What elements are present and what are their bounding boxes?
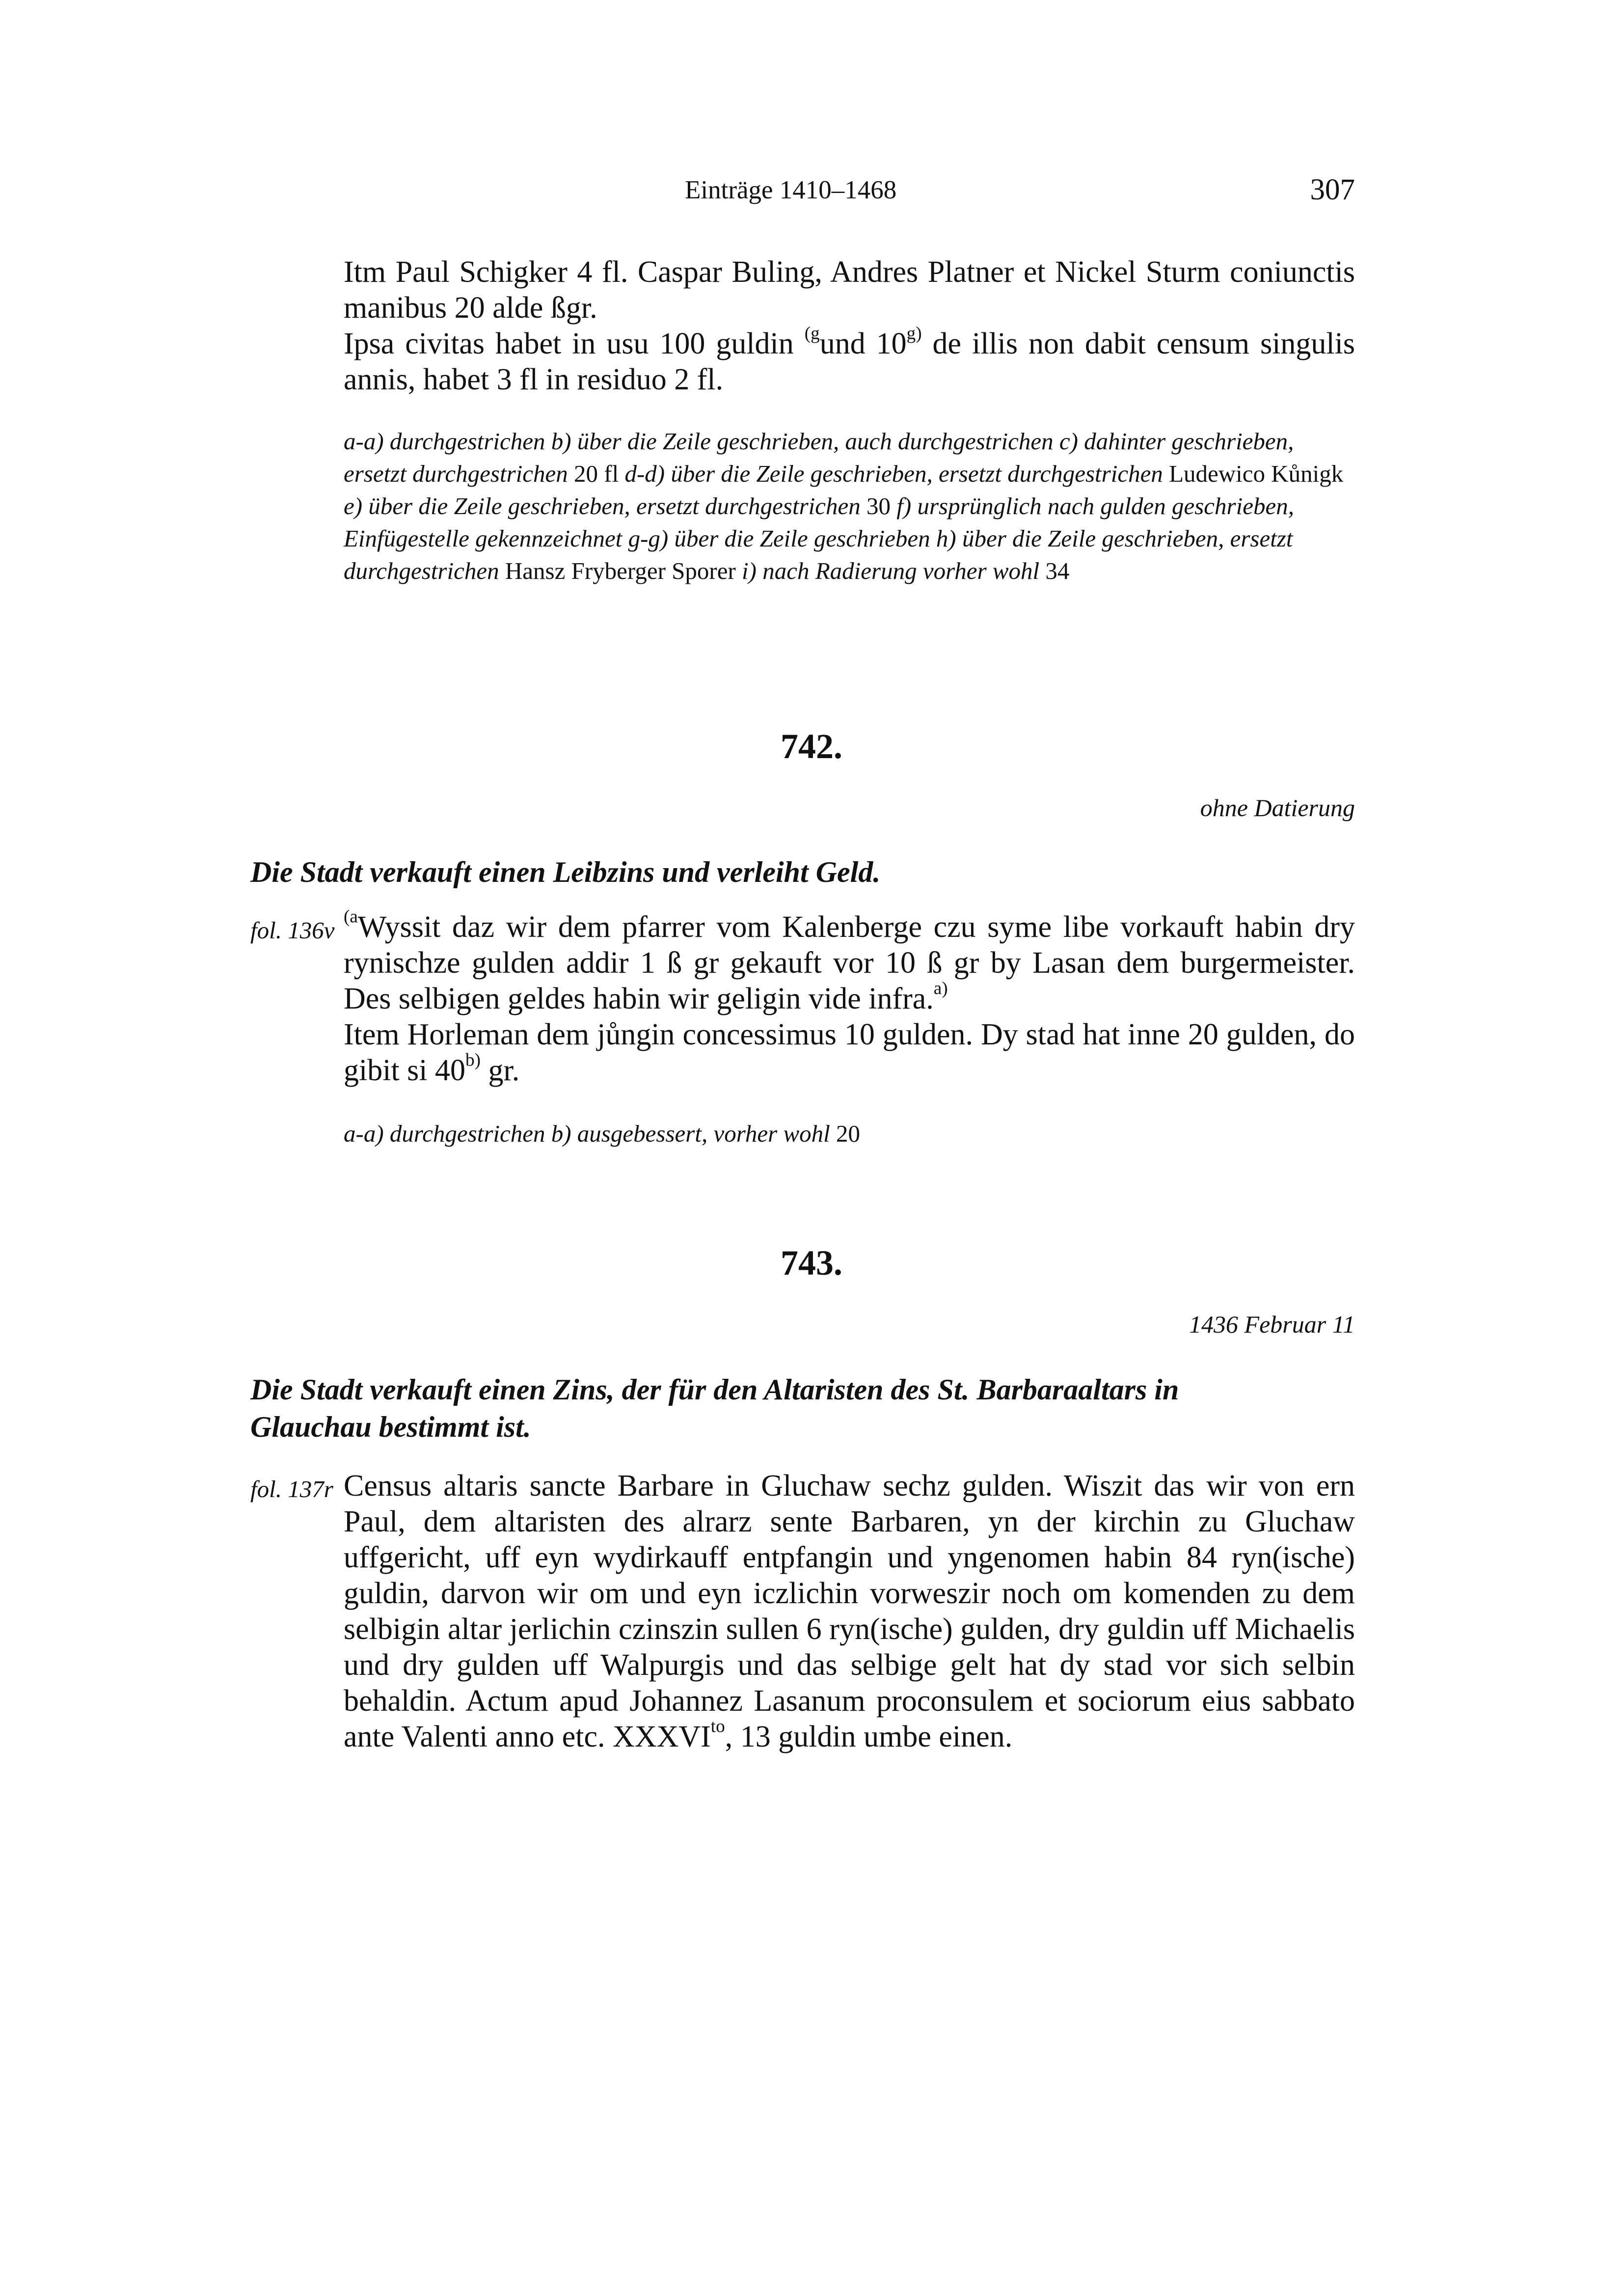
note-italic: e) über die Zeile geschrieben, ersetzt durchgestrichen (344, 492, 861, 519)
note-roman: 30 (866, 492, 891, 519)
text-part: , 13 guldin umbe einen. (725, 1720, 1013, 1753)
footnotes-742 (344, 1118, 1355, 1150)
entry-date-743: 1436 Februar 11 (1189, 1311, 1355, 1338)
running-head: Einträge 1410–1468 (685, 176, 897, 204)
note-italic: i) nach Radierung vorher wohl (742, 557, 1040, 584)
entry-paragraph (344, 1468, 1355, 1755)
note-marker: (a (344, 906, 358, 927)
continuation-line-2 (344, 323, 1355, 398)
continuation-line-1: Itm Paul Schigker 4 fl. Caspar Buling, Andres Platner et Nickel Sturm coniunctis manibus 20 alde ßgr. (344, 255, 1355, 325)
note-italic: f) ursprünglich nach gulden geschrieben, Einfügestelle gekennzeichnet g-g) über die Zeile geschrieben h) über die Zeile geschrieben, ersetzt durchgestrichen (344, 492, 1294, 584)
entry-title-line-2: Glauchau bestimmt ist. (250, 1411, 531, 1443)
text-part: und 10 (819, 327, 907, 360)
note-roman: 20 fl (574, 460, 619, 487)
note-marker: g) (906, 323, 922, 344)
text-part: Census altaris sancte Barbare in Gluchaw sechz gulden. Wiszit das wir von ern Paul, dem altaristen des alrarz sente Barbaren, yn der kirchin zu Gluchaw uffgericht, uff eyn wydirkauff entpfangin und yngenomen habin 84 ryn(ische) guldin, darvon wir om und eyn iczlichin vorweszir noch om komenden zu dem selbigin altar jerlichin czinszin sullen 6 ryn(ische) gulden, dry guldin uff Michaelis und dry gulden uff Walpurgis und das selbige gelt hat dy stad vor sich selbin behaldin. Actum apud Johannez Lasanum proconsulem et sociorum eius sabbato ante Valenti anno etc. XXXVI (344, 1469, 1355, 1753)
entry-title-742 (250, 853, 1355, 891)
page-number: 307 (1310, 173, 1355, 206)
text-part: Ipsa civitas habet in usu 100 guldin (344, 327, 805, 360)
text-part: Wyssit daz wir dem pfarrer vom Kalenberge czu syme libe vorkauft habin dry rynischze gulden addir 1 ß gr gekauft vor 10 ß gr by Lasan dem burgermeister. Des selbigen geldes habin wir geligin vide infra. (344, 910, 1355, 1015)
note-roman: Ludewico Kůnigk (1169, 460, 1344, 487)
folio-ref-743: fol. 137r (250, 1476, 333, 1503)
note-italic: d-d) über die Zeile geschrieben, ersetzt durchgestrichen (624, 460, 1163, 487)
entry-number-742: 742. (781, 727, 842, 766)
entry-date-742: ohne Datierung (1200, 794, 1355, 821)
note-marker: a) (933, 978, 948, 999)
text-part: de illis non dabit censum singulis annis, habet 3 fl in residuo 2 fl. (344, 327, 1355, 396)
entry-text-742 (344, 906, 1355, 1089)
folio-ref-742: fol. 136v (250, 917, 335, 944)
footnotes-741 (344, 425, 1355, 587)
continuation-text (344, 254, 1355, 398)
text-part: Item Horleman dem jůngin concessimus 10 gulden. Dy stad hat inne 20 gulden, do gibit si 40 (344, 1018, 1355, 1087)
note-italic: a-a) durchgestrichen b) über die Zeile geschrieben, auch durchgestrichen c) dahinter geschrieben, ersetzt durchgestrichen (344, 428, 1294, 487)
footnote-text (344, 1118, 1355, 1150)
note-roman: 20 (836, 1120, 860, 1147)
text-part: gr. (481, 1054, 520, 1087)
entry-title-line-1: Die Stadt verkauft einen Zins, der für den Altaristen des St. Barbaraaltars in (250, 1373, 1179, 1406)
note-marker: b) (465, 1050, 481, 1070)
note-marker: to (710, 1716, 725, 1737)
note-roman: Hansz Fryberger Sporer (505, 557, 736, 584)
note-italic: a-a) durchgestrichen b) ausgebessert, vorher wohl (344, 1120, 830, 1147)
entry-text-743 (344, 1468, 1355, 1755)
entry-number-743: 743. (781, 1243, 842, 1283)
note-marker: (g (804, 323, 820, 344)
footnote-text (344, 425, 1355, 587)
note-roman: 34 (1045, 557, 1070, 584)
entry-paragraph (344, 1017, 1355, 1089)
entry-title-743 (250, 1371, 1355, 1446)
entry-title-text: Die Stadt verkauft einen Leibzins und verleiht Geld. (250, 856, 881, 888)
entry-paragraph (344, 906, 1355, 1017)
